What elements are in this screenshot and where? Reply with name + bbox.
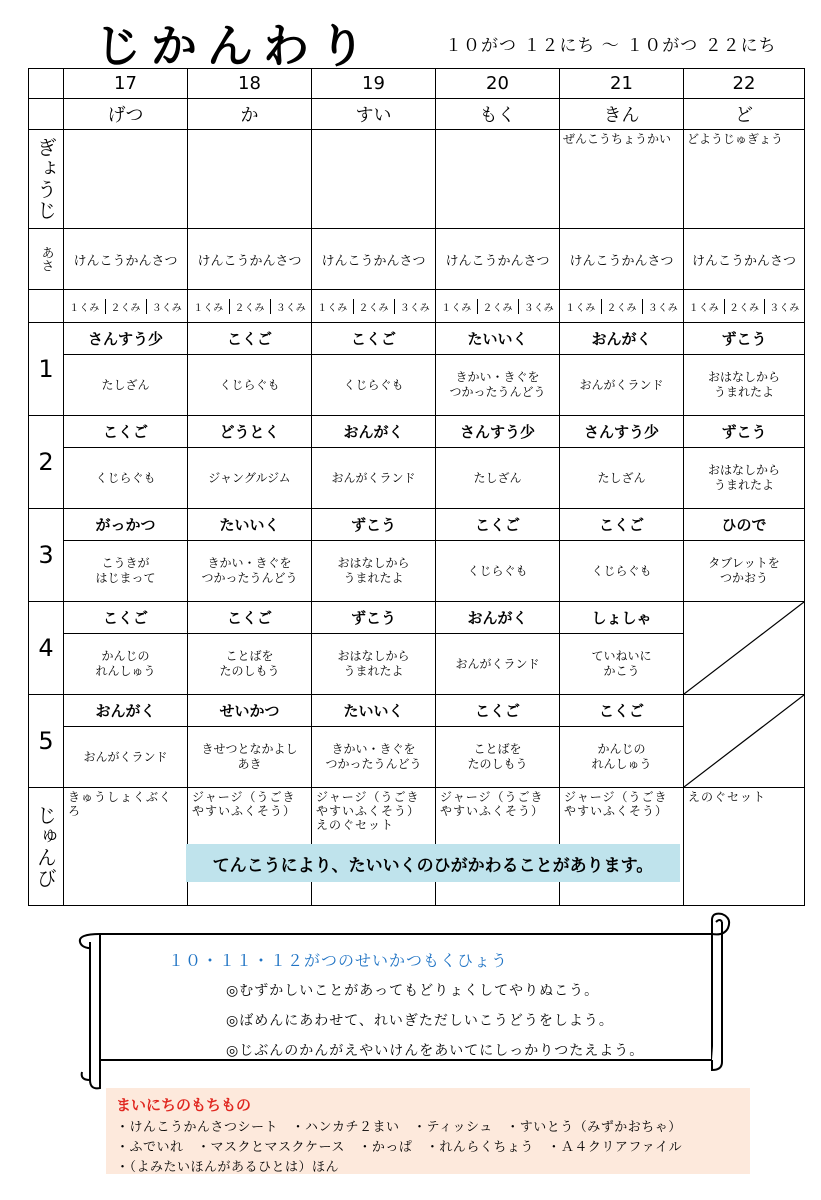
- topic-text: おはなしから: [707, 463, 780, 477]
- topic-cell: [436, 355, 560, 416]
- weekday-cell: きん: [560, 99, 684, 130]
- topic-text: くじらぐも: [467, 563, 528, 578]
- topic-text: くじらぐも: [591, 563, 652, 578]
- topic-text: タブレットを: [708, 556, 780, 570]
- class-label: ２くみ: [229, 299, 270, 314]
- class-label: １くみ: [312, 299, 353, 314]
- topic-text: たのしもう: [467, 757, 528, 771]
- event-cell: ぜんこうちょうかい: [560, 130, 684, 229]
- subject-cell: おんがく: [436, 602, 560, 634]
- topic-cell: [560, 448, 684, 509]
- weekday-cell: ど: [684, 99, 805, 130]
- event-cell: どようじゅぎょう: [684, 130, 805, 229]
- subject-cell: こくご: [560, 509, 684, 541]
- class-label: ２くみ: [477, 299, 518, 314]
- period-number: 5: [29, 695, 64, 788]
- class-label: １くみ: [560, 299, 601, 314]
- period-topic-row: [29, 541, 805, 602]
- empty-slot: [684, 602, 805, 695]
- topic-text: ジャングルジム: [208, 470, 291, 485]
- topic-text: おはなしから: [337, 649, 410, 663]
- weekday-cell: げつ: [64, 99, 188, 130]
- period-topic-row: [29, 448, 805, 509]
- topic-text: こうきが: [101, 556, 150, 570]
- diagonal-strike: [684, 695, 804, 787]
- period-number: 3: [29, 509, 64, 602]
- subject-cell: さんすう少: [560, 416, 684, 448]
- preparation-cell: ジャージ（うごきやすいふくそう）: [560, 788, 684, 906]
- topic-text: おんがくランド: [331, 470, 416, 485]
- weekday-cell: もく: [436, 99, 560, 130]
- class-label: ３くみ: [275, 302, 306, 314]
- topic-text: れんしゅう: [591, 757, 652, 771]
- preparation-cell: ジャージ（うごきやすいふくそう）えのぐセット: [312, 788, 436, 906]
- topic-text: たしざん: [473, 470, 522, 485]
- topic-cell: [436, 541, 560, 602]
- topic-text: くじらぐも: [343, 377, 404, 392]
- date-row: [29, 69, 805, 99]
- topic-cell: [188, 727, 312, 788]
- topic-text: うまれたよ: [343, 664, 404, 678]
- date-cell: 17: [64, 69, 188, 99]
- subject-cell: ひので: [684, 509, 805, 541]
- topic-cell: [684, 355, 805, 416]
- class-split: [436, 299, 559, 314]
- event-cell: [312, 130, 436, 229]
- topic-text: きせつとなかよし: [201, 742, 298, 756]
- period-subject-row: [29, 323, 805, 355]
- class-label: ３くみ: [647, 302, 678, 314]
- weekday-cell: か: [188, 99, 312, 130]
- class-label: ３くみ: [151, 302, 182, 314]
- subject-cell: こくご: [436, 695, 560, 727]
- subject-cell: こくご: [188, 323, 312, 355]
- daily-items-title: まいにちのもちもの: [116, 1096, 252, 1114]
- preparation-cell: きゅうしょくぶくろ: [64, 788, 188, 906]
- topic-text: つかったうんどう: [325, 757, 422, 771]
- class-split: [560, 299, 683, 314]
- weekday-row: [29, 99, 805, 130]
- class-label: ２くみ: [105, 299, 146, 314]
- event-cell: [188, 130, 312, 229]
- topic-text: きかい・きぐを: [455, 370, 540, 384]
- goal-item: ◎ばめんにあわせて、れいぎただしいこうどうをしよう。: [226, 1013, 614, 1029]
- preparation-cell: ジャージ（うごきやすいふくそう）: [188, 788, 312, 906]
- topic-cell: [188, 355, 312, 416]
- topic-text: ことばを: [225, 649, 274, 663]
- subject-cell: こくご: [188, 602, 312, 634]
- preparation-cell: ジャージ（うごきやすいふくそう）: [436, 788, 560, 906]
- morning-cell: けんこうかんさつ: [188, 229, 312, 290]
- class-cell: [684, 290, 805, 323]
- date-cell: 20: [436, 69, 560, 99]
- subject-cell: しょしゃ: [560, 602, 684, 634]
- topic-text: うまれたよ: [343, 571, 404, 585]
- morning-cell: けんこうかんさつ: [560, 229, 684, 290]
- topic-text: たしざん: [597, 470, 646, 485]
- topic-cell: [560, 634, 684, 695]
- subject-cell: ずこう: [312, 602, 436, 634]
- topic-cell: [188, 448, 312, 509]
- date-cell: 21: [560, 69, 684, 99]
- class-split: [684, 299, 804, 314]
- events-row: [29, 130, 805, 229]
- period-subject-row: [29, 695, 805, 727]
- morning-cell: けんこうかんさつ: [436, 229, 560, 290]
- morning-label: あさ: [38, 246, 54, 272]
- subject-cell: たいいく: [188, 509, 312, 541]
- class-label: ２くみ: [353, 299, 394, 314]
- class-label: ２くみ: [601, 299, 642, 314]
- date-cell: 18: [188, 69, 312, 99]
- scroll-frame: [76, 912, 736, 1092]
- topic-text: かんじの: [101, 649, 150, 663]
- topic-cell: [64, 727, 188, 788]
- morning-cell: けんこうかんさつ: [684, 229, 805, 290]
- date-cell: 19: [312, 69, 436, 99]
- goal-item: ◎じぶんのかんがえやいけんをあいてにしっかりつたえよう。: [226, 1043, 645, 1059]
- topic-cell: [436, 634, 560, 695]
- topic-text: たのしもう: [219, 664, 280, 678]
- topic-text: あき: [237, 757, 262, 771]
- topic-text: うまれたよ: [713, 478, 774, 492]
- subject-cell: さんすう少: [64, 323, 188, 355]
- topic-cell: [64, 541, 188, 602]
- topic-text: かこう: [603, 664, 640, 678]
- topic-cell: [436, 727, 560, 788]
- morning-row: [29, 229, 805, 290]
- topic-text: うまれたよ: [713, 385, 774, 399]
- topic-text: たしざん: [101, 377, 150, 392]
- topic-cell: [64, 634, 188, 695]
- topic-cell: [436, 448, 560, 509]
- period-subject-row: [29, 602, 805, 634]
- class-row: [29, 290, 805, 323]
- subject-cell: おんがく: [64, 695, 188, 727]
- timetable: [28, 68, 805, 906]
- class-split: [64, 299, 187, 314]
- class-label: １くみ: [436, 299, 477, 314]
- topic-cell: [560, 727, 684, 788]
- topic-cell: [684, 448, 805, 509]
- class-cell: [188, 290, 312, 323]
- class-cell: [436, 290, 560, 323]
- daily-items-line: ・（よみたいほんがあるひとは）ほん: [116, 1160, 340, 1175]
- event-cell: [436, 130, 560, 229]
- subject-cell: こくご: [64, 602, 188, 634]
- daily-items-line: ・ふでいれ ・マスクとマスクケース ・かっぱ ・れんらくちょう ・Ａ４クリアファイル: [116, 1140, 683, 1155]
- events-label: ぎょうじ: [33, 137, 58, 221]
- class-split: [312, 299, 435, 314]
- topic-cell: [188, 541, 312, 602]
- subject-cell: ずこう: [684, 323, 805, 355]
- topic-text: つかったうんどう: [449, 385, 546, 399]
- topic-text: ことばを: [473, 742, 522, 756]
- subject-cell: たいいく: [436, 323, 560, 355]
- topic-text: れんしゅう: [95, 664, 156, 678]
- goal-item: ◎むずかしいことがあってもどりょくしてやりぬこう。: [226, 983, 600, 999]
- topic-cell: [684, 541, 805, 602]
- notice-banner: てんこうにより、たいいくのひがかわることがあります。: [186, 844, 680, 882]
- topic-cell: [312, 634, 436, 695]
- subject-cell: おんがく: [312, 416, 436, 448]
- subject-cell: こくご: [64, 416, 188, 448]
- topic-cell: [312, 355, 436, 416]
- topic-cell: [312, 727, 436, 788]
- diagonal-strike: [684, 602, 804, 694]
- period-number: 2: [29, 416, 64, 509]
- date-cell: 22: [684, 69, 805, 99]
- class-cell: [312, 290, 436, 323]
- class-label: ３くみ: [769, 302, 800, 314]
- class-label: １くみ: [64, 299, 105, 314]
- weekday-cell: すい: [312, 99, 436, 130]
- topic-cell: [560, 355, 684, 416]
- subject-cell: どうとく: [188, 416, 312, 448]
- topic-cell: [312, 541, 436, 602]
- period-topic-row: [29, 355, 805, 416]
- topic-text: くじらぐも: [219, 377, 280, 392]
- topic-text: おんがくランド: [455, 656, 540, 671]
- topic-cell: [64, 448, 188, 509]
- preparation-cell: えのぐセット: [684, 788, 805, 906]
- topic-text: かんじの: [597, 742, 646, 756]
- period-subject-row: [29, 509, 805, 541]
- topic-text: おはなしから: [707, 370, 780, 384]
- date-range: １０がつ １２にち 〜 １０がつ ２２にち: [445, 36, 777, 56]
- empty-slot: [684, 695, 805, 788]
- subject-cell: こくご: [312, 323, 436, 355]
- topic-cell: [64, 355, 188, 416]
- topic-text: つかったうんどう: [201, 571, 298, 585]
- daily-items-box: [106, 1088, 750, 1174]
- class-label: ２くみ: [724, 299, 764, 314]
- subject-cell: おんがく: [560, 323, 684, 355]
- topic-text: ていねいに: [591, 649, 652, 663]
- topic-text: きかい・きぐを: [331, 742, 416, 756]
- goals-title: １０・１１・１２がつのせいかつもくひょう: [168, 951, 509, 970]
- subject-cell: たいいく: [312, 695, 436, 727]
- class-label: ３くみ: [523, 302, 554, 314]
- page-title: じかんわり: [95, 19, 375, 73]
- topic-text: きかい・きぐを: [207, 556, 292, 570]
- topic-text: くじらぐも: [95, 470, 156, 485]
- subject-cell: ずこう: [312, 509, 436, 541]
- topic-cell: [560, 541, 684, 602]
- class-split: [188, 299, 311, 314]
- class-label: １くみ: [188, 299, 229, 314]
- topic-text: つかおう: [719, 571, 768, 585]
- subject-cell: がっかつ: [64, 509, 188, 541]
- topic-text: はじまって: [95, 571, 156, 585]
- class-cell: [64, 290, 188, 323]
- daily-items-line: ・けんこうかんさつシート ・ハンカチ２まい ・ティッシュ ・すいとう（みずかおちゃ）: [116, 1120, 682, 1135]
- subject-cell: こくご: [436, 509, 560, 541]
- topic-text: おんがくランド: [83, 749, 168, 764]
- topic-text: おはなしから: [337, 556, 410, 570]
- period-number: 1: [29, 323, 64, 416]
- morning-cell: けんこうかんさつ: [64, 229, 188, 290]
- event-cell: [64, 130, 188, 229]
- period-number: 4: [29, 602, 64, 695]
- class-cell: [560, 290, 684, 323]
- class-label: ３くみ: [399, 302, 430, 314]
- morning-cell: けんこうかんさつ: [312, 229, 436, 290]
- subject-cell: ずこう: [684, 416, 805, 448]
- subject-cell: せいかつ: [188, 695, 312, 727]
- topic-text: おんがくランド: [579, 377, 664, 392]
- preparation-label-cell: [29, 788, 64, 906]
- topic-cell: [312, 448, 436, 509]
- period-subject-row: [29, 416, 805, 448]
- class-label: １くみ: [684, 299, 724, 314]
- preparation-label: じゅんび: [33, 804, 58, 889]
- subject-cell: こくご: [560, 695, 684, 727]
- subject-cell: さんすう少: [436, 416, 560, 448]
- topic-cell: [188, 634, 312, 695]
